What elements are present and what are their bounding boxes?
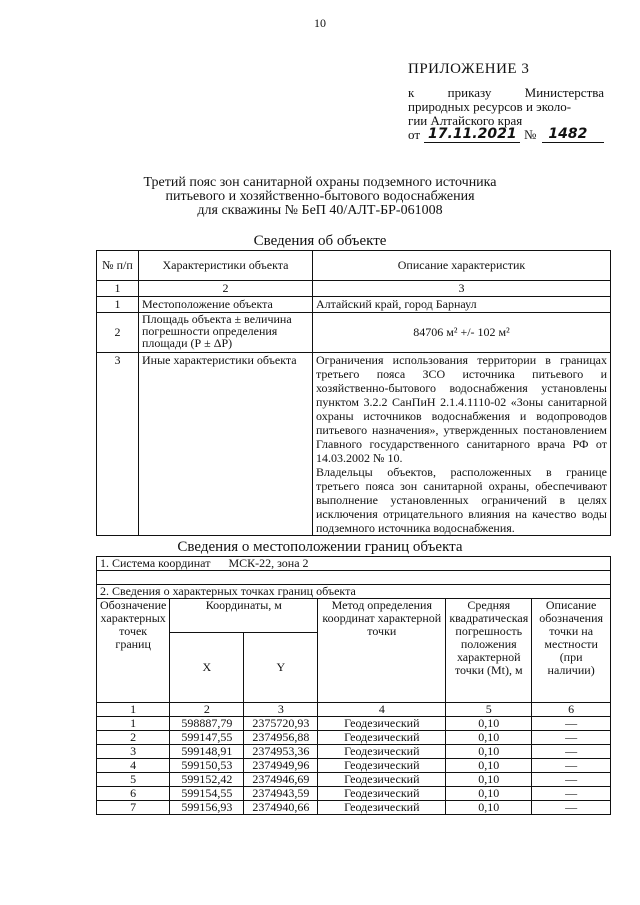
header-method: Метод определения координат характерной точки — [318, 599, 446, 703]
point-y: 2374956,88 — [244, 731, 318, 745]
point-x: 599150,53 — [170, 759, 244, 773]
order-word: приказу — [447, 85, 492, 100]
title-line-2: питьевого и хозяйственно-бытового водоснабжения — [165, 189, 475, 204]
point-desc: — — [532, 745, 611, 759]
title-line-3: для скважины № БеП 40/АЛТ-БР-061008 — [197, 203, 443, 218]
index-cell: 6 — [532, 703, 611, 717]
row-description: Алтайский край, город Барнаул — [313, 297, 611, 313]
owners-text: Владельцы объектов, расположенных в границе третьего пояса зон санитарной охраны, обеспечивают выполнение установленных ограничений в целях исключения отрицательного влияния на качество воды подземного источника водоснабжения. — [316, 465, 607, 535]
point-x: 599147,55 — [170, 731, 244, 745]
header-num: № п/п — [97, 251, 139, 281]
point-method: Геодезический — [318, 801, 446, 815]
title-line-1: Третий пояс зон санитарной охраны подземного источника — [143, 175, 497, 190]
row-description — [313, 353, 611, 536]
index-cell: 3 — [244, 703, 318, 717]
point-method: Геодезический — [318, 731, 446, 745]
point-id: 2 — [97, 731, 170, 745]
header-desc: Описание обозначения точки на местности (при наличии) — [532, 599, 611, 703]
point-y: 2374953,36 — [244, 745, 318, 759]
index-cell: 5 — [446, 703, 532, 717]
point-id: 4 — [97, 759, 170, 773]
header-coords: Координаты, м — [170, 599, 318, 633]
row-num: 3 — [97, 353, 139, 536]
point-id: 1 — [97, 717, 170, 731]
point-method: Геодезический — [318, 745, 446, 759]
order-reference — [408, 86, 604, 128]
table-row — [97, 759, 611, 773]
order-prefix: к — [408, 85, 415, 100]
object-info-heading: Сведения об объекте — [253, 233, 387, 249]
point-mt: 0,10 — [446, 773, 532, 787]
index-cell: 2 — [139, 281, 313, 297]
coord-system-row — [97, 557, 611, 571]
point-mt: 0,10 — [446, 759, 532, 773]
table-row — [97, 717, 611, 731]
point-id: 7 — [97, 801, 170, 815]
point-x: 599148,91 — [170, 745, 244, 759]
point-method: Геодезический — [318, 787, 446, 801]
point-desc: — — [532, 731, 611, 745]
row-characteristic: Местоположение объекта — [139, 297, 313, 313]
annex-title: ПРИЛОЖЕНИЕ 3 — [408, 61, 530, 77]
point-id: 5 — [97, 773, 170, 787]
point-y: 2374940,66 — [244, 801, 318, 815]
header-x: X — [170, 633, 244, 703]
location-table — [96, 556, 611, 815]
document-title — [120, 176, 520, 218]
point-method: Геодезический — [318, 759, 446, 773]
restrictions-text: Ограничения использования территории в границах третьего пояса ЗСО источника питьевого и хозяйственно-бытового водоснабжения установлены пунктом 3.2.2 СанПиН 2.1.4.1110-02 «Зоны санитарной охраны источников водоснабжения и водопроводов питьевого назначения», утвержденных постановлением Главного государственного санитарного врача РФ от 14.03.2002 № 10. — [316, 353, 607, 465]
point-y: 2374949,96 — [244, 759, 318, 773]
table-row — [97, 745, 611, 759]
table-row — [97, 773, 611, 787]
order-line-2: природных ресурсов и эколо- — [408, 99, 572, 114]
row-num: 2 — [97, 313, 139, 353]
row-num: 1 — [97, 297, 139, 313]
point-desc: — — [532, 801, 611, 815]
order-date: 17.11.2021 — [424, 126, 520, 143]
point-desc: — — [532, 787, 611, 801]
point-desc: — — [532, 717, 611, 731]
order-line-3: гии Алтайского края — [408, 113, 523, 128]
point-x: 599152,42 — [170, 773, 244, 787]
header-rmse: Средняя квадратическая погрешность положения характерной точки (Mt), м — [446, 599, 532, 703]
object-info-table — [96, 250, 611, 536]
point-id: 3 — [97, 745, 170, 759]
row-description: 84706 м² +/- 102 м² — [313, 313, 611, 353]
coord-system-value: МСК-22, зона 2 — [228, 556, 309, 570]
from-label: от — [408, 127, 421, 142]
point-y: 2374946,69 — [244, 773, 318, 787]
spacer-row — [97, 571, 611, 585]
index-cell: 4 — [318, 703, 446, 717]
coord-system-label: 1. Система координат — [100, 556, 211, 570]
location-heading: Сведения о местоположении границ объекта — [177, 539, 463, 555]
order-date-number — [408, 126, 604, 143]
point-mt: 0,10 — [446, 731, 532, 745]
points-body — [97, 717, 611, 815]
table-row — [97, 801, 611, 815]
point-x: 599154,55 — [170, 787, 244, 801]
point-x: 599156,93 — [170, 801, 244, 815]
point-y: 2374943,59 — [244, 787, 318, 801]
row-characteristic: Площадь объекта ± величина погрешности определения площади (Р ± ΔР) — [139, 313, 313, 353]
row-characteristic: Иные характеристики объекта — [139, 353, 313, 536]
table-row — [97, 787, 611, 801]
point-desc: — — [532, 759, 611, 773]
points-heading: 2. Сведения о характерных точках границ объекта — [97, 585, 611, 599]
point-x: 598887,79 — [170, 717, 244, 731]
point-id: 6 — [97, 787, 170, 801]
point-mt: 0,10 — [446, 787, 532, 801]
index-cell: 1 — [97, 703, 170, 717]
point-y: 2375720,93 — [244, 717, 318, 731]
point-mt: 0,10 — [446, 717, 532, 731]
index-cell: 3 — [313, 281, 611, 297]
order-number: 1482 — [542, 126, 604, 143]
header-y: Y — [244, 633, 318, 703]
number-label: № — [524, 127, 537, 142]
index-cell: 1 — [97, 281, 139, 297]
point-method: Геодезический — [318, 773, 446, 787]
point-mt: 0,10 — [446, 745, 532, 759]
header-point: Обозначение характерных точек границ — [97, 599, 170, 703]
point-desc: — — [532, 773, 611, 787]
point-mt: 0,10 — [446, 801, 532, 815]
header-characteristic: Характеристики объекта — [139, 251, 313, 281]
index-cell: 2 — [170, 703, 244, 717]
page-number: 10 — [314, 16, 326, 30]
ministry-word: Министерства — [524, 85, 604, 100]
point-method: Геодезический — [318, 717, 446, 731]
header-description: Описание характеристик — [313, 251, 611, 281]
table-row — [97, 731, 611, 745]
